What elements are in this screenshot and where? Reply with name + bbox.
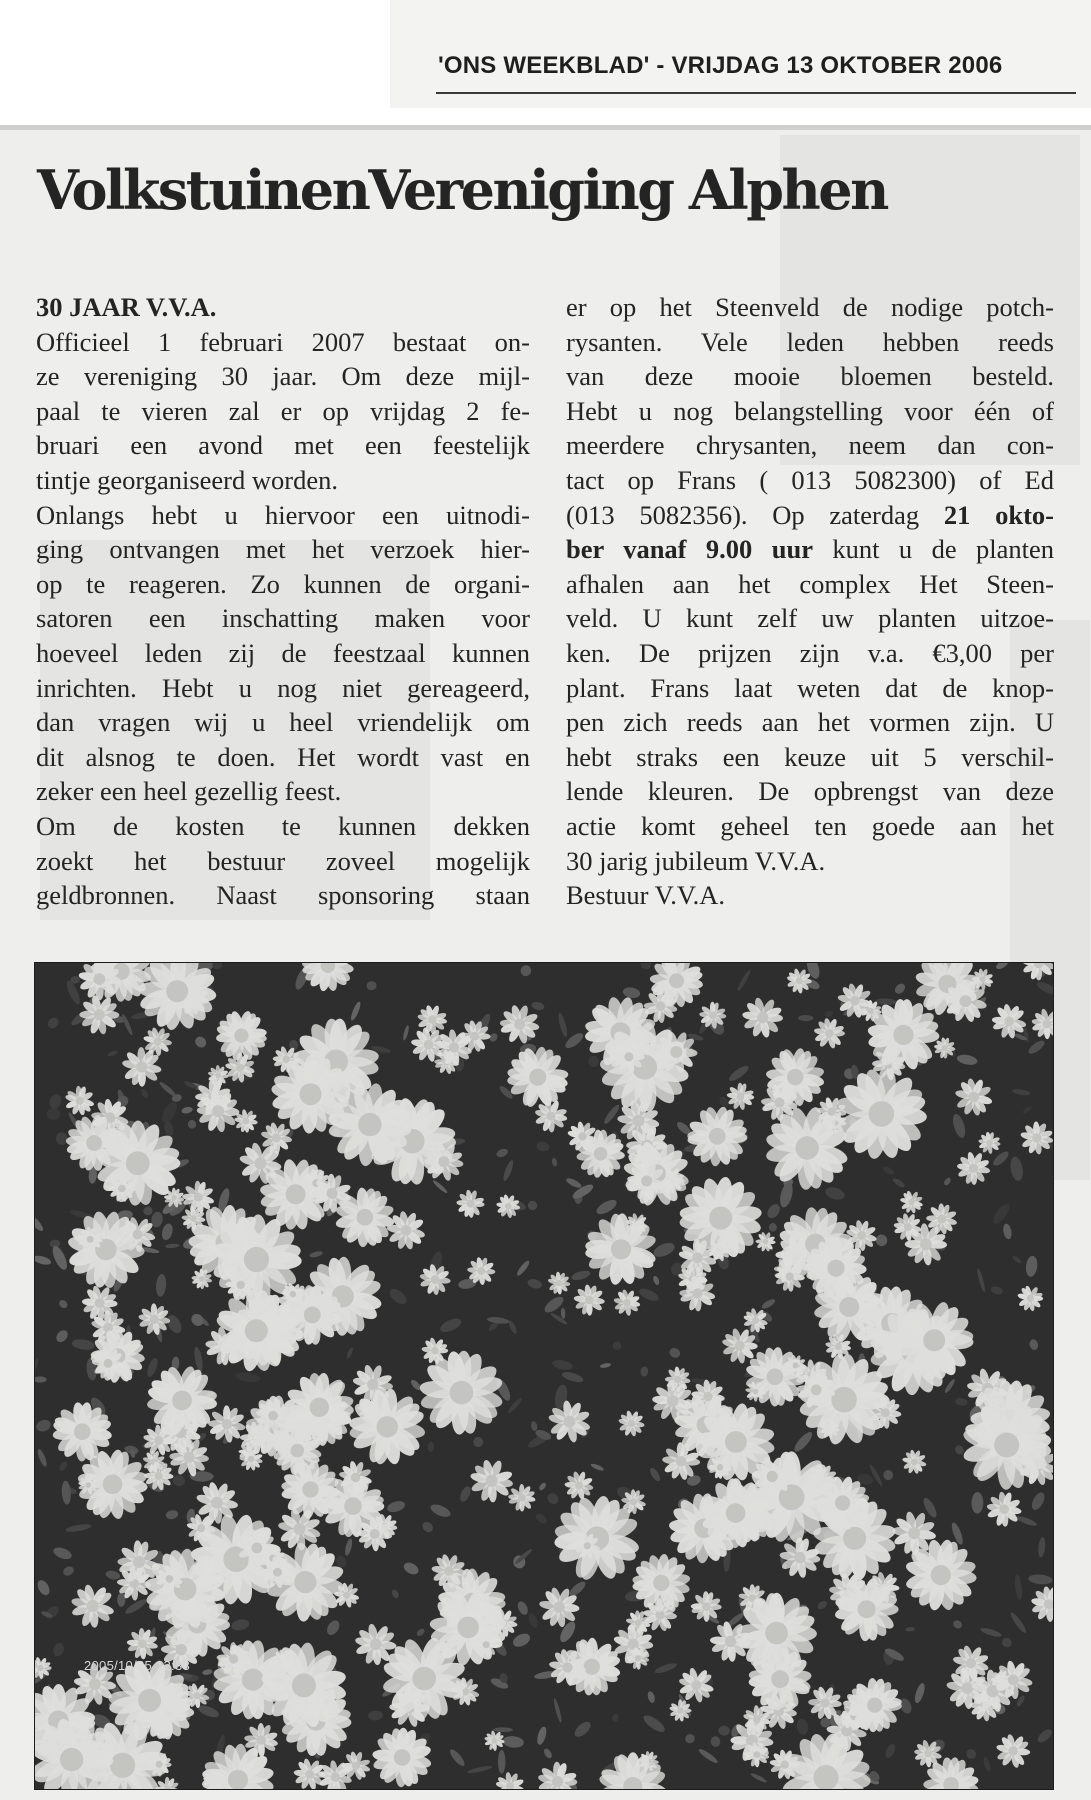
flower-center bbox=[60, 1748, 83, 1771]
flower-center bbox=[74, 1423, 91, 1440]
flower-center bbox=[268, 1411, 278, 1421]
flower-center bbox=[794, 1552, 805, 1563]
flower-center bbox=[986, 1140, 992, 1146]
flower-center bbox=[691, 1680, 701, 1690]
text-line: ken. De prijzen zijn v.a. €3,00 per bbox=[566, 637, 1054, 668]
text-line: Onlangs hebt u hiervoor een uitnodi- bbox=[36, 499, 530, 530]
flower-center bbox=[1027, 1295, 1034, 1302]
flower-center bbox=[667, 1395, 679, 1407]
flower-center bbox=[1008, 1746, 1018, 1756]
flower-center bbox=[255, 1157, 267, 1169]
flower-center bbox=[154, 1038, 162, 1046]
flower-center bbox=[893, 1025, 913, 1045]
flower-center bbox=[150, 1315, 159, 1324]
flower-center bbox=[669, 973, 684, 988]
flower-center bbox=[737, 1093, 745, 1101]
flower-center bbox=[428, 1015, 436, 1023]
flower-center bbox=[594, 1147, 608, 1161]
flower-center bbox=[787, 1069, 803, 1085]
flower-center bbox=[197, 1524, 205, 1532]
masthead-publication-line: 'ONS WEEKBLAD' - VRIJDAG 13 OKTOBER 2006 bbox=[438, 52, 1003, 79]
flower-center bbox=[211, 1497, 223, 1509]
flower-center bbox=[969, 1164, 978, 1173]
flower-center bbox=[674, 1376, 681, 1383]
flower-center bbox=[820, 1698, 829, 1707]
flower-center bbox=[244, 1247, 269, 1272]
leaf-texture bbox=[798, 1015, 813, 1021]
flower-center bbox=[104, 1359, 113, 1368]
flower-center bbox=[835, 1343, 842, 1350]
text-line: dan vragen wij u heel vriendelijk om bbox=[36, 707, 530, 738]
flower-center bbox=[554, 1601, 565, 1612]
text-line-with-date bbox=[566, 498, 1054, 533]
text-line: tact op Frans ( 013 5082300) of Ed bbox=[566, 464, 1054, 495]
flower-center bbox=[305, 1770, 314, 1779]
flower-center bbox=[942, 1045, 948, 1051]
text-line: satoren een inschatting maken voor bbox=[36, 603, 530, 634]
flower-center bbox=[924, 1750, 932, 1758]
flower-center bbox=[827, 1108, 835, 1116]
flower-center bbox=[850, 996, 860, 1006]
flower-center bbox=[470, 1032, 479, 1041]
flower-center bbox=[793, 1363, 799, 1369]
flower-center bbox=[171, 1195, 177, 1201]
flower-center bbox=[351, 1473, 360, 1482]
flower-center bbox=[505, 1203, 512, 1210]
text-line: plant. Frans laat weten dat de knop- bbox=[566, 672, 1054, 703]
flower-center bbox=[1004, 1016, 1014, 1026]
flower-center bbox=[118, 1185, 126, 1193]
flower-center bbox=[709, 1128, 726, 1145]
flower-center bbox=[401, 1225, 412, 1236]
text-line: geldbronnen. Naast sponsoring staan bbox=[36, 880, 530, 911]
flower-center bbox=[881, 1408, 890, 1417]
flower-center bbox=[248, 1456, 255, 1463]
flower-center bbox=[641, 1176, 652, 1187]
flower-center bbox=[786, 1272, 794, 1280]
text-line: dit alsnog te doen. Het wordt vast en bbox=[36, 741, 530, 772]
highlighted-date: 21 okto- bbox=[943, 499, 1055, 530]
flower-center bbox=[304, 1307, 321, 1324]
flower-center bbox=[831, 1387, 857, 1413]
flower-center bbox=[242, 1669, 264, 1691]
flower-center bbox=[753, 1751, 760, 1758]
flower-center bbox=[920, 1239, 932, 1251]
flower-center bbox=[1008, 1674, 1019, 1685]
masthead-rule bbox=[436, 92, 1076, 94]
flower-center bbox=[869, 1101, 895, 1127]
text-run: (013 5082356). Op zaterdag bbox=[566, 499, 920, 530]
flower-center bbox=[702, 1602, 711, 1611]
text-line: Officieel 1 februari 2007 bestaat on- bbox=[36, 326, 530, 357]
flower-center bbox=[273, 1568, 282, 1577]
flower-center bbox=[825, 1029, 834, 1038]
flower-center bbox=[584, 1542, 591, 1549]
flower-center bbox=[103, 1475, 123, 1495]
leaf-texture bbox=[498, 1750, 505, 1774]
flower-center bbox=[781, 1760, 789, 1768]
flower-center bbox=[575, 1482, 583, 1490]
text-line: er op het Steenveld de nodige potch- bbox=[566, 292, 1054, 322]
flower-center bbox=[628, 1420, 635, 1427]
flower-center bbox=[980, 976, 986, 982]
flower-center bbox=[552, 1776, 563, 1787]
flower-center bbox=[89, 1678, 101, 1690]
text-line: Hebt u nog belangstelling voor één of bbox=[566, 395, 1054, 426]
clipping-edge bbox=[0, 125, 1091, 130]
flower-center bbox=[156, 1761, 163, 1768]
flower-center bbox=[908, 1199, 914, 1205]
flower-center bbox=[757, 1012, 768, 1023]
flower-center bbox=[272, 1134, 281, 1143]
flower-center bbox=[438, 1156, 449, 1167]
flower-center bbox=[670, 1046, 682, 1058]
text-line: hoeveel leden zij de feestzaal kunnen bbox=[36, 637, 530, 668]
flower-center bbox=[166, 1575, 174, 1583]
flower-center bbox=[518, 1494, 526, 1502]
flower-center bbox=[367, 1379, 378, 1390]
flower-center bbox=[709, 1012, 717, 1020]
flower-center bbox=[623, 1299, 630, 1306]
flower-center bbox=[827, 1260, 844, 1277]
flower-center bbox=[656, 1001, 666, 1011]
flower-center bbox=[76, 1097, 84, 1105]
flower-center bbox=[867, 1698, 882, 1713]
text-line: tintje georganiseerd worden. bbox=[36, 464, 338, 495]
flower-center bbox=[212, 1105, 224, 1117]
flower-center bbox=[256, 1735, 266, 1745]
flower-center bbox=[635, 1655, 641, 1661]
flower-center bbox=[763, 1239, 769, 1245]
text-run: kunt u de planten bbox=[832, 534, 1055, 565]
article-column-left bbox=[36, 290, 530, 913]
flower-center bbox=[624, 1052, 633, 1061]
flower-center bbox=[703, 1392, 712, 1401]
highlighted-time: ber vanaf 9.00 uur bbox=[566, 534, 813, 565]
flower-center bbox=[294, 1523, 306, 1535]
flower-center bbox=[194, 1692, 201, 1699]
flower-center bbox=[357, 1209, 374, 1226]
text-line: zeker een heel gezellig feest. bbox=[36, 776, 342, 807]
flower-center bbox=[709, 1207, 732, 1230]
flower-center bbox=[857, 1231, 866, 1240]
flower-center bbox=[331, 1772, 340, 1781]
flower-center bbox=[726, 1503, 746, 1523]
text-line: Om de kosten te kunnen dekken bbox=[36, 810, 530, 841]
flower-center bbox=[923, 1329, 945, 1351]
flower-center bbox=[86, 1135, 102, 1151]
flower-center bbox=[370, 1529, 380, 1539]
flower-center bbox=[564, 1416, 576, 1428]
flower-center bbox=[292, 1673, 316, 1697]
text-line: van deze mooie bloemen besteld. bbox=[566, 361, 1054, 392]
flower-center bbox=[184, 1452, 195, 1463]
flower-center bbox=[286, 1184, 306, 1204]
flower-center bbox=[931, 1565, 951, 1585]
flower-center bbox=[190, 1215, 197, 1222]
flower-center bbox=[431, 1347, 438, 1354]
flower-center bbox=[937, 1215, 946, 1224]
flower-center bbox=[370, 1639, 382, 1651]
flower-center bbox=[725, 1431, 747, 1453]
flower-center bbox=[236, 1064, 244, 1072]
flower-center bbox=[653, 1575, 669, 1591]
flower-center bbox=[1032, 1133, 1041, 1142]
flower-center bbox=[85, 1482, 91, 1488]
flower-center bbox=[133, 1229, 143, 1239]
flower-center bbox=[290, 1291, 296, 1297]
flower-center bbox=[692, 1253, 703, 1264]
flower-center bbox=[966, 1658, 976, 1668]
flower-center bbox=[166, 980, 188, 1002]
flower-center bbox=[774, 1097, 784, 1107]
flower-center bbox=[291, 1444, 305, 1458]
flower-center bbox=[444, 1566, 454, 1576]
flower-center bbox=[630, 1498, 637, 1505]
flower-center bbox=[483, 1641, 490, 1648]
flower-center bbox=[835, 1495, 850, 1510]
article-signature: Bestuur V.V.A. bbox=[566, 880, 726, 911]
flower-center bbox=[431, 1275, 440, 1284]
flower-center bbox=[294, 1571, 316, 1593]
flower-center bbox=[556, 1280, 562, 1286]
flower-center bbox=[492, 1738, 498, 1744]
flower-center bbox=[176, 1644, 187, 1655]
flower-center bbox=[327, 1188, 338, 1199]
flower-center bbox=[753, 1389, 759, 1395]
flower-center bbox=[868, 1008, 874, 1014]
flower-center bbox=[752, 1317, 759, 1324]
flower-center bbox=[194, 1193, 203, 1202]
text-line: inrichten. Hebt u nog niet gereageerd, bbox=[36, 672, 530, 703]
article-subheading: 30 JAAR V.V.A. bbox=[36, 292, 217, 322]
flower-center bbox=[578, 1132, 586, 1140]
flower-center bbox=[358, 1113, 381, 1136]
flower-center bbox=[450, 1381, 474, 1405]
flower-center bbox=[394, 1749, 411, 1766]
flower-center bbox=[999, 1504, 1009, 1514]
flower-center bbox=[1043, 1020, 1052, 1029]
flower-center bbox=[514, 1019, 525, 1030]
flower-center bbox=[154, 1436, 163, 1445]
flower-center bbox=[110, 1753, 135, 1778]
flower-center bbox=[796, 1136, 819, 1159]
text-line: pen zich reeds aan het vormen zijn. U bbox=[566, 707, 1054, 738]
flower-center bbox=[302, 1481, 318, 1497]
flower-center bbox=[765, 1622, 788, 1645]
flower-center bbox=[457, 1617, 479, 1639]
flower-center bbox=[229, 1654, 238, 1663]
flower-center bbox=[138, 1639, 147, 1648]
flower-center bbox=[155, 1472, 163, 1480]
flower-center bbox=[529, 1069, 546, 1086]
text-line: hebt straks een keuze uit 5 verschil- bbox=[566, 741, 1054, 772]
text-line: actie komt geheel ten goede aan het bbox=[566, 810, 1054, 841]
flower-center bbox=[215, 1073, 221, 1079]
text-line: bruari een avond met een feestelijk bbox=[36, 430, 530, 461]
flower-center bbox=[343, 1592, 350, 1599]
flower-center bbox=[562, 1662, 572, 1672]
text-line: ze vereniging 30 jaar. Om deze mijl- bbox=[36, 361, 530, 392]
flower-center bbox=[635, 1619, 642, 1626]
flower-center bbox=[377, 1416, 398, 1437]
flower-center bbox=[767, 1471, 778, 1482]
flower-center bbox=[725, 1636, 736, 1647]
photo-date-stamp: 2005/10/25 12:33 bbox=[84, 1658, 191, 1673]
flower-center bbox=[717, 1464, 724, 1471]
flower-center bbox=[87, 1236, 94, 1243]
flower-center bbox=[477, 1267, 485, 1275]
flower-center bbox=[908, 1527, 920, 1539]
flower-center bbox=[546, 1111, 555, 1120]
flower-center bbox=[94, 973, 106, 985]
flower-center bbox=[467, 1200, 475, 1208]
flower-center bbox=[753, 1715, 761, 1723]
flower-center bbox=[628, 1639, 639, 1650]
flower-center bbox=[310, 1398, 329, 1417]
flower-center bbox=[486, 1475, 498, 1487]
flower-center bbox=[858, 1600, 876, 1618]
text-line: rysanten. Vele leden hebben reeds bbox=[566, 326, 1054, 357]
flower-center bbox=[677, 1707, 683, 1713]
leaf-texture bbox=[117, 1593, 125, 1607]
flower-center bbox=[994, 1433, 1019, 1458]
text-line: veld. U kunt zelf uw planten uitzoe- bbox=[566, 603, 1054, 634]
flower-center bbox=[633, 1115, 645, 1127]
flower-center bbox=[352, 1762, 360, 1770]
flower-center bbox=[676, 1456, 687, 1467]
flower-center bbox=[449, 1042, 459, 1052]
flower-center bbox=[960, 995, 972, 1007]
flower-center bbox=[961, 1682, 973, 1694]
flower-center bbox=[126, 1151, 150, 1175]
text-line: lende kleuren. De opbrengst van deze bbox=[566, 776, 1054, 807]
flower-center bbox=[767, 1369, 784, 1386]
flower-center bbox=[843, 1527, 866, 1550]
flower-center bbox=[138, 1689, 161, 1712]
text-line: ging ontvangen met het verzoek hier- bbox=[36, 534, 530, 565]
flower-center bbox=[37, 1665, 43, 1671]
flower-center bbox=[95, 1298, 105, 1308]
flower-center bbox=[412, 1667, 436, 1691]
flower-center bbox=[245, 1319, 268, 1342]
text-line: paal te vieren zal er op vrijdag 2 fe- bbox=[36, 395, 530, 426]
flower-center bbox=[969, 1092, 980, 1103]
leaf-texture bbox=[588, 1056, 598, 1067]
flower-center bbox=[199, 1276, 205, 1282]
text-line: zoekt het bestuur zoveel mogelijk bbox=[36, 845, 530, 876]
flower-center bbox=[243, 1118, 250, 1125]
flower-center bbox=[252, 1543, 263, 1554]
text-line: afhalen aan het complex Het Steen- bbox=[566, 568, 1054, 599]
flower-center bbox=[585, 1296, 594, 1305]
flower-center bbox=[136, 1061, 147, 1072]
flower-center bbox=[87, 1600, 99, 1612]
flower-center bbox=[839, 1297, 859, 1317]
flower-center bbox=[811, 1384, 822, 1395]
article-headline: VolkstuinenVereniging Alphen bbox=[37, 158, 887, 222]
flower-center bbox=[172, 1391, 192, 1411]
flower-center bbox=[735, 1341, 745, 1351]
flower-center bbox=[584, 1659, 600, 1675]
flower-center bbox=[300, 1083, 322, 1105]
flower-center bbox=[611, 1239, 631, 1259]
flower-center bbox=[692, 1289, 702, 1299]
flower-center bbox=[911, 1459, 918, 1466]
flower-center bbox=[94, 1009, 105, 1020]
text-line: op te reageren. Zo kunnen de organi- bbox=[36, 568, 530, 599]
text-line: meerdere chrysanten, neem dan con- bbox=[566, 430, 1054, 461]
flower-center bbox=[234, 1029, 248, 1043]
flower-center bbox=[237, 1281, 245, 1289]
flower-center bbox=[424, 1040, 434, 1050]
flower-center bbox=[344, 1497, 362, 1515]
text-line: 30 jarig jubileum V.V.A. bbox=[566, 845, 826, 876]
flower-center bbox=[796, 977, 803, 984]
article-column-right bbox=[566, 290, 1054, 913]
text-line-with-time bbox=[566, 532, 1054, 567]
flower-center bbox=[771, 1670, 789, 1688]
flower-center bbox=[133, 1556, 145, 1568]
flower-center bbox=[222, 1419, 232, 1429]
